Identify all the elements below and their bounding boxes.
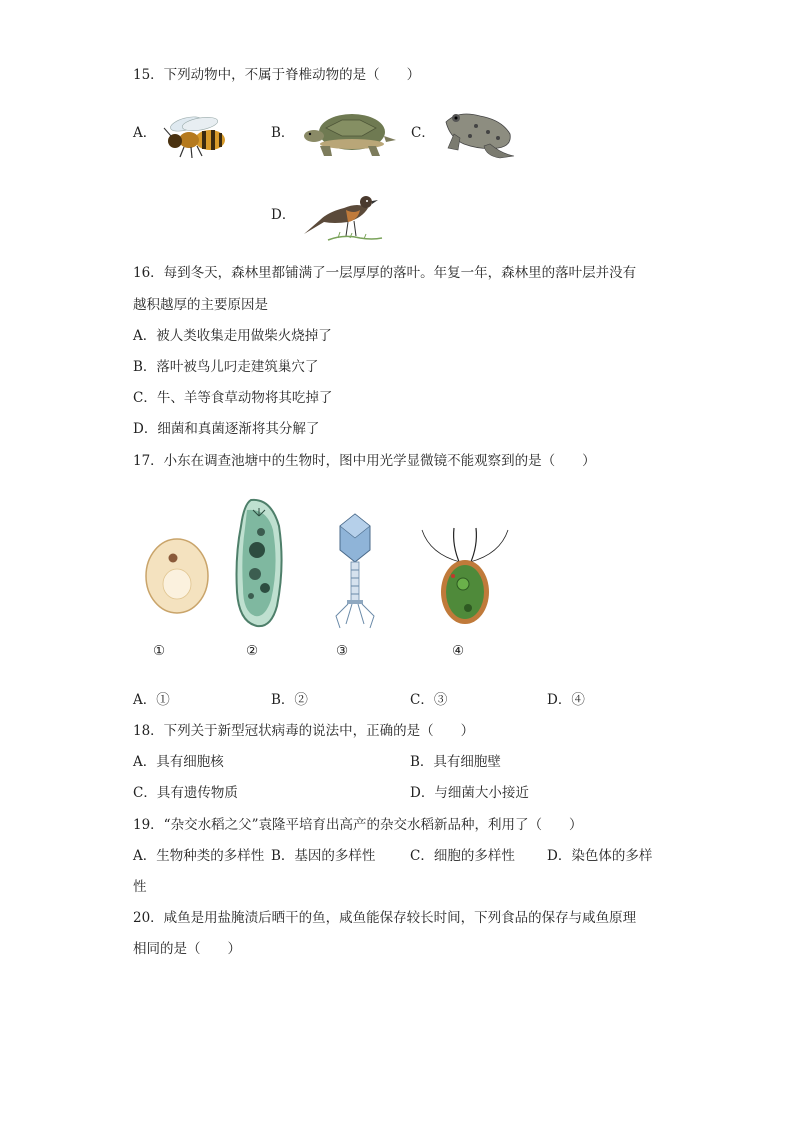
q15-stem: 15．下列动物中，不属于脊椎动物的是（ ）: [133, 67, 421, 83]
q17-option-c: C．③: [410, 692, 448, 708]
q16-option-c: C．牛、羊等食草动物将其吃掉了: [133, 390, 333, 406]
q17-figure-label-3: ③: [336, 643, 349, 659]
q19-option-c: C．细胞的多样性: [410, 848, 515, 864]
q17-option-a: A．①: [133, 692, 170, 708]
q20-stem-line1: 20．咸鱼是用盐腌渍后晒干的鱼，咸鱼能保存较长时间，下列食品的保存与咸鱼原理: [133, 910, 637, 926]
q18-option-c: C．具有遗传物质: [133, 785, 238, 801]
q16-option-b: B．落叶被鸟儿叼走建筑巢穴了: [133, 359, 319, 375]
q18-option-a: A．具有细胞核: [133, 754, 224, 770]
q17-option-d: D．④: [547, 692, 585, 708]
q19-option-b: B．基因的多样性: [271, 848, 376, 864]
q17-figure-label-2: ②: [246, 643, 259, 659]
q15-option-b-label: B．: [271, 125, 295, 141]
q18-stem: 18．下列关于新型冠状病毒的说法中，正确的是（ ）: [133, 723, 475, 739]
q19-stem: 19．“杂交水稻之父”袁隆平培育出高产的杂交水稻新品种，利用了（ ）: [133, 817, 583, 833]
q16-option-a: A．被人类收集走用做柴火烧掉了: [133, 328, 332, 344]
q17-option-b: B．②: [271, 692, 308, 708]
turtle-icon: [302, 106, 400, 162]
q18-option-d: D．与细菌大小接近: [410, 785, 529, 801]
q16-option-d: D．细菌和真菌逐渐将其分解了: [133, 421, 320, 437]
q17-figure-label-1: ①: [153, 643, 166, 659]
chlamydomonas-icon: [420, 526, 510, 630]
q18-option-b: B．具有细胞壁: [410, 754, 501, 770]
q19-option-d: D．染色体的多样: [547, 848, 653, 864]
q16-stem-line2: 越积越厚的主要原因是: [133, 297, 268, 313]
paramecium-icon: [231, 496, 287, 630]
q17-stem: 17．小东在调查池塘中的生物时，图中用光学显微镜不能观察到的是（ ）: [133, 453, 596, 469]
q15-option-c-label: C．: [411, 125, 435, 141]
cell-1-icon: [143, 536, 211, 616]
bird-icon: [298, 188, 384, 250]
q15-option-d-label: D．: [271, 207, 296, 223]
bee-icon: [156, 112, 230, 160]
frog-icon: [440, 104, 518, 162]
q20-stem-line2: 相同的是（ ）: [133, 941, 241, 957]
q15-option-a-label: A．: [133, 125, 157, 141]
q19-option-d-wrap: 性: [133, 879, 147, 895]
q19-option-a: A．生物种类的多样性: [133, 848, 265, 864]
bacteriophage-icon: [332, 512, 378, 632]
q17-figure-label-4: ④: [452, 643, 465, 659]
q16-stem-line1: 16．每到冬天，森林里都铺满了一层厚厚的落叶。年复一年，森林里的落叶层并没有: [133, 265, 637, 281]
